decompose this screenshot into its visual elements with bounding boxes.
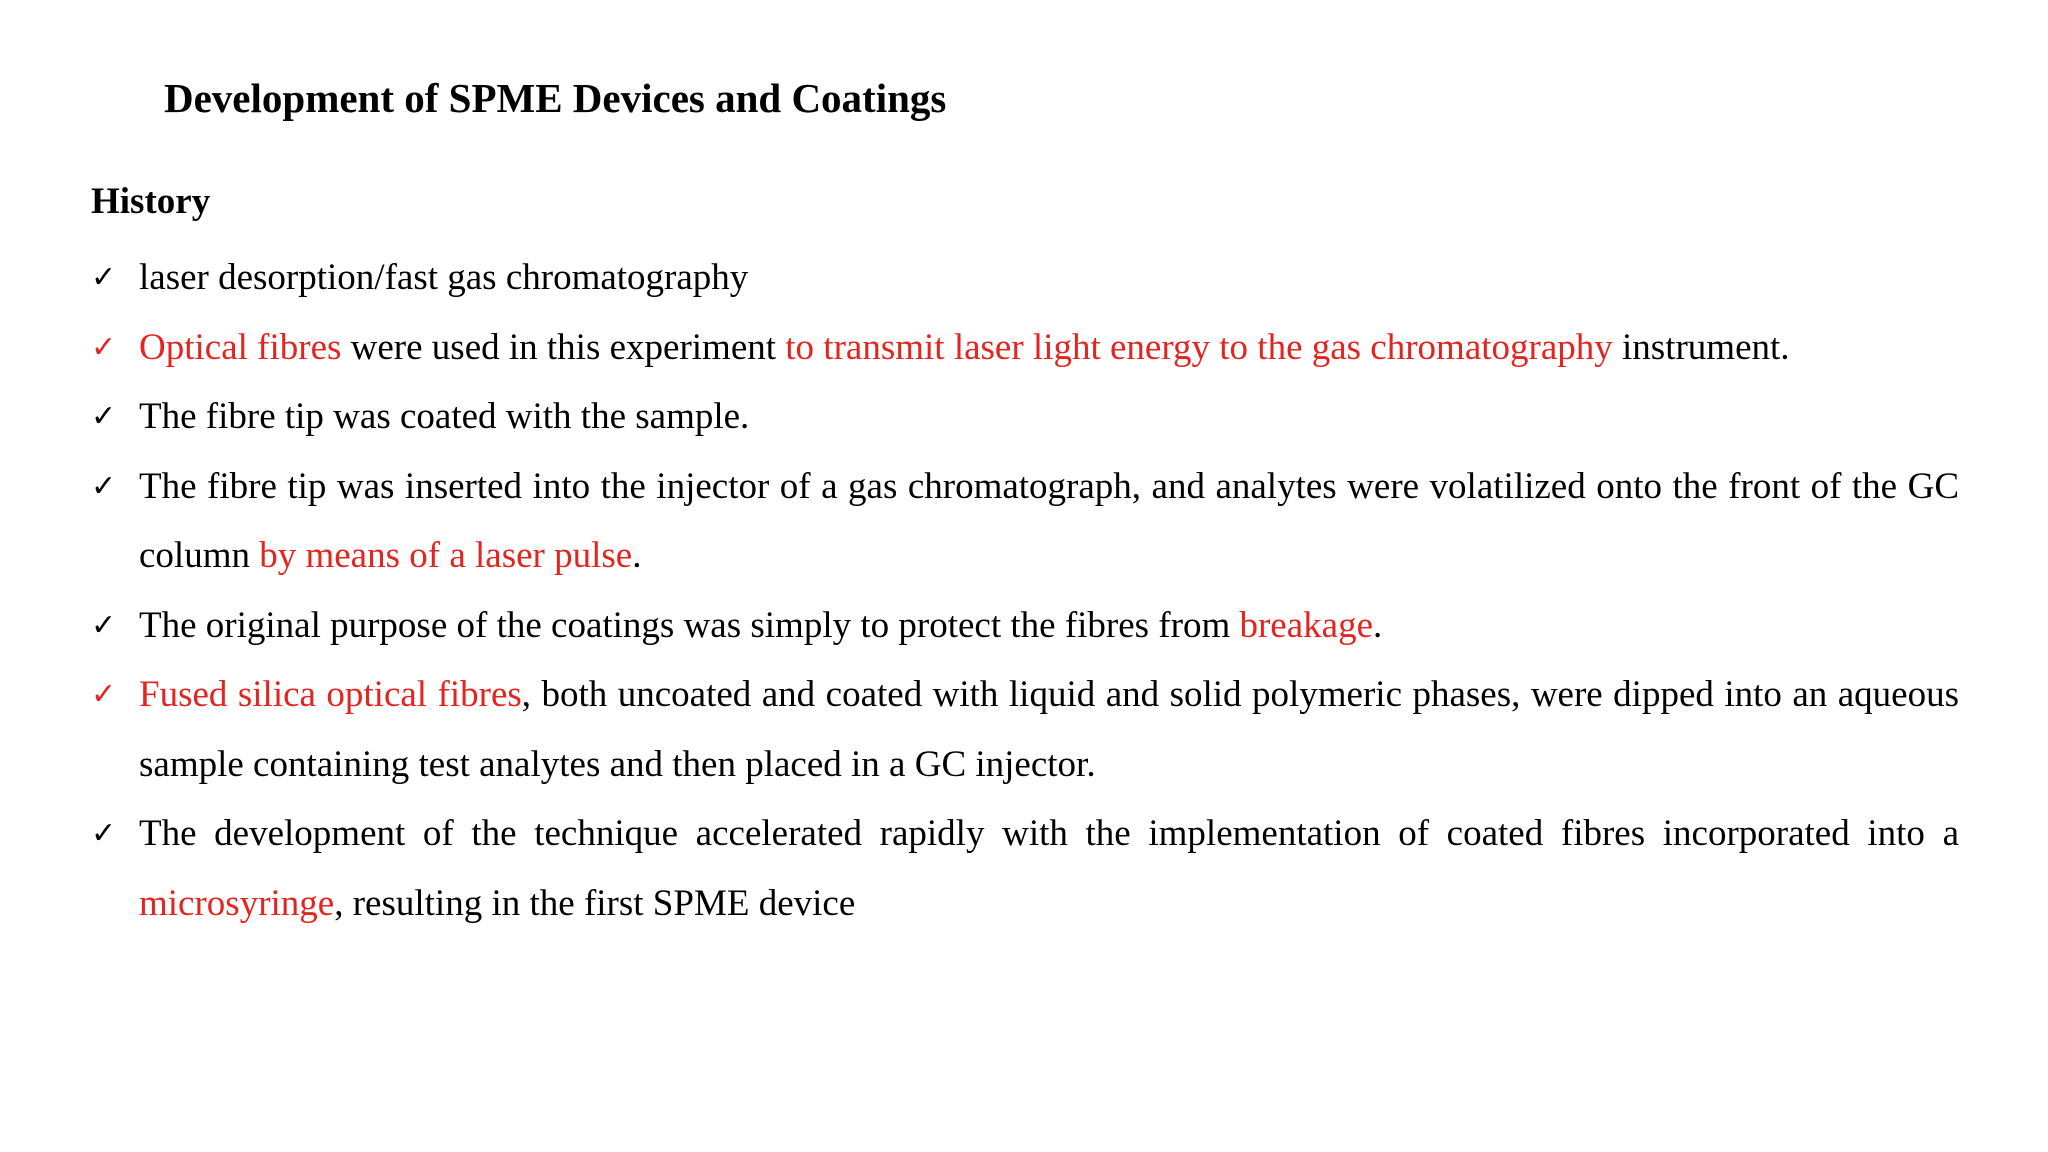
bullet-item (91, 313, 1959, 383)
bullet-text: The fibre tip was inserted into the injector of a gas chromatograph, and analytes were volatilized onto the front of the GC column (139, 465, 1959, 576)
bullet-text: The fibre tip was coated with the sample. (139, 396, 750, 437)
highlight-text: microsyringe (139, 882, 335, 924)
check-mark-icon: ✓ (91, 677, 117, 712)
bullet-text: . (1373, 604, 1383, 646)
bullet-item (91, 382, 1959, 452)
bullet-text: , resulting in the first SPME device (334, 882, 856, 924)
bullet-item (91, 591, 1959, 661)
slide-title: Development of SPME Devices and Coatings (164, 75, 947, 121)
bullet-text: laser desorption/fast gas chromatography (139, 257, 749, 298)
bullet-text: were used in this experiment (341, 326, 786, 368)
bullet-text: , both uncoated and coated with liquid and solid polymeric phases, were dipped into an aqueous sample containing test analytes and then placed in a GC injector. (139, 674, 1959, 785)
bullet-item (91, 799, 1959, 938)
bullet-item (91, 243, 1959, 313)
highlight-text: breakage (1239, 604, 1373, 646)
highlight-text: Optical fibres (139, 326, 342, 368)
bullet-item (91, 452, 1959, 591)
bullet-text: instrument. (1612, 326, 1790, 368)
bullet-item (91, 660, 1959, 799)
highlight-text: by means of a laser pulse (259, 535, 633, 576)
bullet-text: . (632, 535, 642, 576)
bullet-text: The original purpose of the coatings was simply to protect the fibres from (139, 604, 1240, 646)
check-mark-icon: ✓ (91, 468, 117, 504)
section-heading: History (91, 181, 211, 222)
check-mark-icon: ✓ (91, 399, 117, 434)
highlight-text: to transmit laser light energy to the gas chromatography (785, 326, 1613, 368)
highlight-text: Fused silica optical fibres (139, 674, 522, 715)
bullet-text: The development of the technique accelerated rapidly with the implementation of coated fibres incorporated into a (139, 813, 1959, 854)
check-mark-icon: ✓ (91, 816, 117, 851)
check-mark-icon: ✓ (91, 260, 117, 295)
check-mark-icon: ✓ (91, 607, 117, 643)
check-mark-icon: ✓ (91, 329, 117, 365)
bullet-list (91, 243, 1959, 938)
